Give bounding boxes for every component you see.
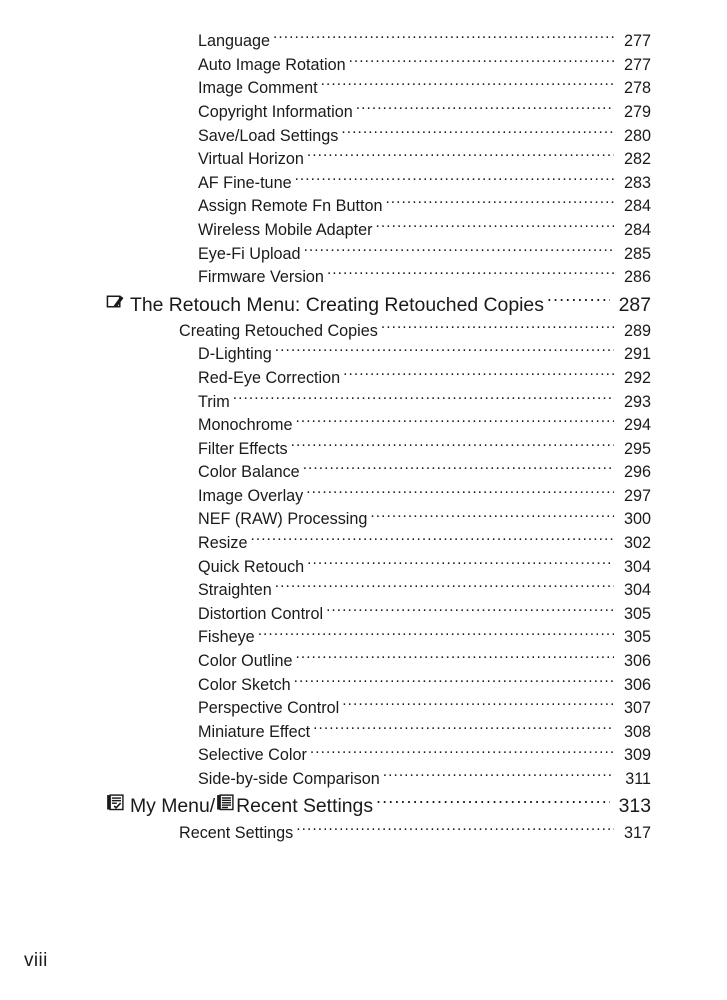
toc-entry-label: Fisheye xyxy=(198,628,255,647)
toc-entry-page-number: 306 xyxy=(623,675,651,694)
toc-entry-page-number: 317 xyxy=(623,823,651,842)
toc-entry-page-number: 285 xyxy=(623,244,651,263)
toc-entry[interactable] xyxy=(0,626,727,650)
table-of-contents xyxy=(0,30,727,845)
toc-entry-label: Firmware Version xyxy=(198,268,324,287)
toc-entry-label: Side-by-side Comparison xyxy=(198,770,380,788)
dot-leader xyxy=(376,793,610,812)
toc-entry-label: Copyright Information xyxy=(198,102,353,121)
toc-entry-page-number: 308 xyxy=(623,722,651,741)
toc-entry[interactable] xyxy=(0,768,727,792)
toc-entry[interactable] xyxy=(0,219,727,243)
dot-leader xyxy=(291,438,614,454)
dot-leader xyxy=(303,461,614,477)
dot-leader xyxy=(385,195,614,211)
dot-leader xyxy=(306,485,614,501)
dot-leader xyxy=(307,555,614,571)
toc-entry[interactable] xyxy=(0,54,727,78)
toc-entry-label: Resize xyxy=(198,534,248,553)
toc-entry-page-number: 277 xyxy=(623,32,651,51)
toc-entry-page-number: 305 xyxy=(623,604,651,623)
toc-entry[interactable] xyxy=(0,744,727,768)
toc-entry-page-number: 277 xyxy=(623,55,651,74)
toc-entry[interactable] xyxy=(0,532,727,556)
toc-entry-label: D-Lighting xyxy=(198,345,272,364)
toc-entry[interactable] xyxy=(0,461,727,485)
dot-leader xyxy=(296,821,614,837)
toc-entry-label: Wireless Mobile Adapter xyxy=(198,220,373,239)
dot-leader xyxy=(327,266,614,282)
toc-entry-label: Perspective Control xyxy=(198,699,340,718)
toc-entry-label xyxy=(130,791,373,821)
toc-entry-label: Color Sketch xyxy=(198,675,291,694)
toc-entry-page-number: 282 xyxy=(623,150,651,169)
toc-entry-page-number: 283 xyxy=(623,173,651,192)
toc-entry-label: Trim xyxy=(198,392,230,411)
toc-entry-label: Miniature Effect xyxy=(198,722,311,741)
toc-entry-page-number: 297 xyxy=(623,486,651,505)
toc-entry-label: Virtual Horizon xyxy=(198,150,304,169)
dot-leader xyxy=(547,291,610,310)
dot-leader xyxy=(381,320,614,336)
toc-entry-label: Selective Color xyxy=(198,746,307,765)
toc-entry[interactable] xyxy=(0,673,727,697)
toc-entry[interactable] xyxy=(0,172,727,196)
toc-entry[interactable] xyxy=(0,579,727,603)
toc-entry-page-number: 302 xyxy=(623,534,651,553)
dot-leader xyxy=(310,744,614,760)
dot-leader xyxy=(295,650,614,666)
dot-leader xyxy=(383,768,614,784)
toc-entry-label: Image Comment xyxy=(198,79,318,98)
dot-leader xyxy=(342,697,614,713)
toc-entry[interactable] xyxy=(0,414,727,438)
toc-entry[interactable] xyxy=(0,30,727,54)
toc-entry[interactable] xyxy=(0,195,727,219)
dot-leader xyxy=(273,30,614,46)
toc-entry-page-number: 291 xyxy=(623,345,651,364)
toc-entry-page-number: 309 xyxy=(623,746,651,765)
toc-entry-page-number: 284 xyxy=(623,220,651,239)
toc-entry-page-number: 289 xyxy=(623,321,651,340)
toc-entry[interactable] xyxy=(0,721,727,745)
toc-entry-label: NEF (RAW) Processing xyxy=(198,510,368,529)
recent-settings-icon xyxy=(216,793,235,812)
toc-entry[interactable] xyxy=(0,290,727,320)
toc-entry[interactable] xyxy=(0,124,727,148)
dot-leader xyxy=(258,626,614,642)
toc-entry-label: Language xyxy=(198,32,271,51)
toc-entry-page-number: 286 xyxy=(623,268,651,287)
toc-entry-label: Monochrome xyxy=(198,416,293,435)
toc-entry[interactable] xyxy=(0,148,727,172)
toc-entry-page-number: 278 xyxy=(623,79,651,98)
toc-entry-label: Distortion Control xyxy=(198,604,324,623)
toc-entry-page-number: 307 xyxy=(623,699,651,718)
toc-entry-label: Recent Settings xyxy=(179,823,294,842)
dot-leader xyxy=(304,242,614,258)
toc-entry-label: Assign Remote Fn Button xyxy=(198,197,383,216)
dot-leader xyxy=(326,603,614,619)
toc-entry[interactable] xyxy=(0,650,727,674)
toc-entry-page-number: 292 xyxy=(623,368,651,387)
toc-entry-page-number: 311 xyxy=(625,770,651,788)
dot-leader xyxy=(250,532,614,548)
dot-leader xyxy=(295,172,614,188)
toc-entry[interactable] xyxy=(0,603,727,627)
dot-leader xyxy=(341,124,614,140)
toc-entry-page-number: 295 xyxy=(623,439,651,458)
toc-entry-label: Color Outline xyxy=(198,652,293,671)
dot-leader xyxy=(313,721,614,737)
toc-entry[interactable] xyxy=(0,390,727,414)
toc-entry-page-number: 294 xyxy=(623,416,651,435)
toc-entry-page-number: 305 xyxy=(623,628,651,647)
dot-leader xyxy=(233,390,614,406)
toc-entry-label: Red-Eye Correction xyxy=(198,368,341,387)
toc-entry-label: Save/Load Settings xyxy=(198,126,339,145)
dot-leader xyxy=(321,77,614,93)
toc-entry-label: AF Fine-tune xyxy=(198,173,292,192)
toc-entry[interactable] xyxy=(0,821,727,845)
toc-entry-label: Quick Retouch xyxy=(198,557,305,576)
toc-entry-page-number: 304 xyxy=(623,581,651,600)
toc-entry-page-number: 296 xyxy=(623,463,651,482)
toc-entry[interactable] xyxy=(0,485,727,509)
toc-entry-page-number: 280 xyxy=(623,126,651,145)
toc-entry[interactable] xyxy=(0,242,727,266)
toc-entry-label: The Retouch Menu: Creating Retouched Copies xyxy=(130,293,544,316)
toc-entry[interactable] xyxy=(0,101,727,125)
toc-entry-label-part: Recent Settings xyxy=(236,795,374,818)
toc-entry-label: Color Balance xyxy=(198,463,300,482)
page-folio: viii xyxy=(24,950,48,971)
dot-leader xyxy=(349,54,614,70)
toc-entry-page-number: 287 xyxy=(618,293,651,316)
toc-entry[interactable] xyxy=(0,320,727,344)
toc-entry-page-number: 306 xyxy=(623,652,651,671)
toc-entry-label: Eye-Fi Upload xyxy=(198,244,301,263)
toc-entry-page-number: 293 xyxy=(623,392,651,411)
dot-leader xyxy=(294,673,614,689)
toc-entry-page-number: 284 xyxy=(623,197,651,216)
dot-leader xyxy=(275,343,614,359)
toc-entry-page-number: 300 xyxy=(623,510,651,529)
toc-entry[interactable] xyxy=(0,438,727,462)
toc-entry-label: Auto Image Rotation xyxy=(198,55,346,74)
toc-entry-label: Image Overlay xyxy=(198,486,304,505)
dot-leader xyxy=(376,219,614,235)
toc-entry[interactable] xyxy=(0,343,727,367)
my-menu-icon xyxy=(106,793,125,812)
toc-entry-label: Straighten xyxy=(198,581,272,600)
dot-leader xyxy=(307,148,614,164)
toc-entry-label: Creating Retouched Copies xyxy=(179,321,378,340)
toc-entry-page-number: 304 xyxy=(623,557,651,576)
toc-entry-label-part: My Menu/ xyxy=(130,795,216,818)
toc-entry[interactable] xyxy=(0,555,727,579)
toc-entry[interactable] xyxy=(0,791,727,821)
dot-leader xyxy=(356,101,614,117)
toc-entry[interactable] xyxy=(0,77,727,101)
toc-entry[interactable] xyxy=(0,508,727,532)
toc-entry[interactable] xyxy=(0,697,727,721)
toc-entry[interactable] xyxy=(0,266,727,290)
dot-leader xyxy=(370,508,614,524)
dot-leader xyxy=(295,414,614,430)
retouch-menu-icon xyxy=(106,292,125,311)
toc-entry-page-number: 313 xyxy=(618,795,651,818)
toc-entry[interactable] xyxy=(0,367,727,391)
toc-entry-label: Filter Effects xyxy=(198,439,288,458)
dot-leader xyxy=(275,579,614,595)
toc-entry-page-number: 279 xyxy=(623,102,651,121)
dot-leader xyxy=(343,367,614,383)
